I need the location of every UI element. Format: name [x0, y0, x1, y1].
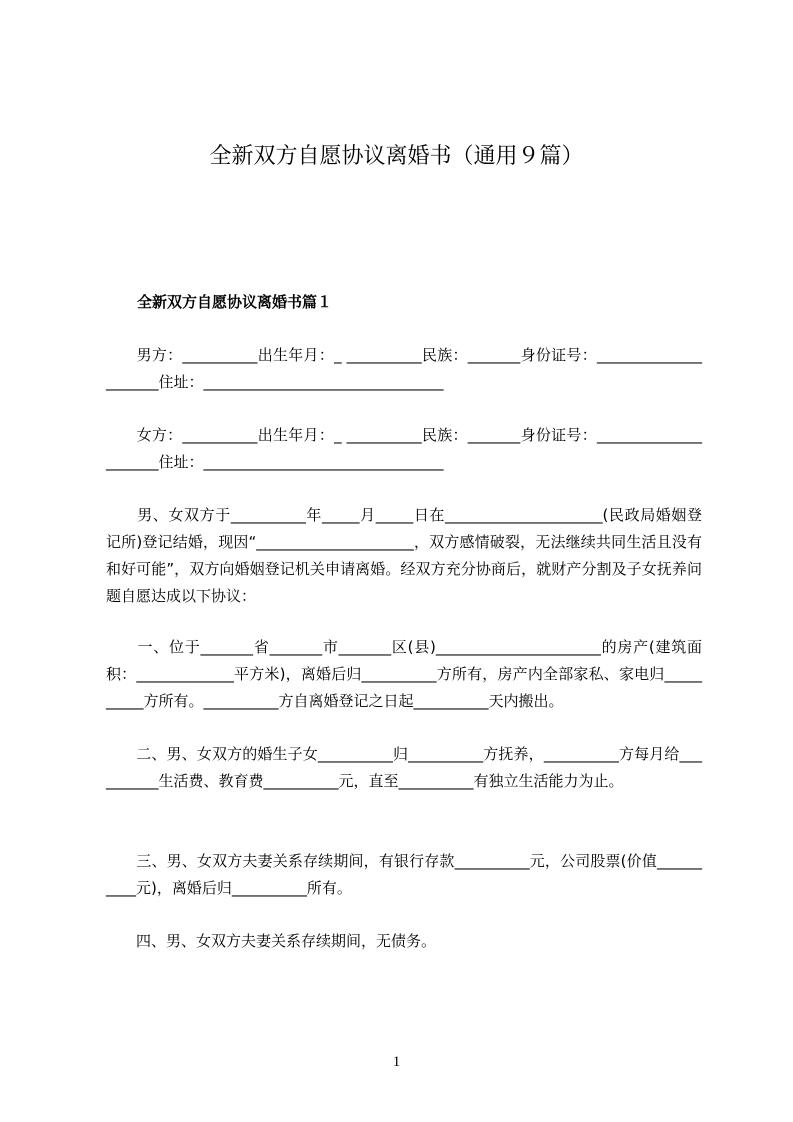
paragraph-male-info: 男方：__________出生年月：_ __________民族：_______身份证号：_____________________住址：________________________________: [106, 346, 702, 391]
document-title: 全新双方自愿协议离婚书（通用９篇）: [209, 144, 584, 169]
page-number: 1: [392, 1054, 401, 1070]
paragraph-clause-children: 二、男、女双方的婚生子女__________归__________方抚养，__________方每月给__________生活费、教育费__________元，直至__________有独立生活能力为止。: [106, 745, 702, 790]
paragraph-marriage-registration: 男、女双方于__________年_____月_____日在_____________________(民政局婚姻登记所)登记结婚，现因“_____________________，双方感情破裂，无法继续共同生活且没有和好可能”，双方向婚姻登记机关申请离婚。经双方充分协商后，就财产分割及子女抚养问题自愿达成以下协议：: [106, 506, 702, 605]
section-heading: 全新双方自愿协议离婚书篇１: [137, 293, 333, 311]
paragraph-clause-property: 一、位于_______省_______市_______区(县)______________________的房产(建筑面积：_____________平方米)，离婚后归__________方所有，房产内全部家私、家电归__________方所有。__________方自离婚登记之日起__________天内搬出。: [106, 638, 702, 710]
paragraph-clause-savings: 三、男、女双方夫妻关系存续期间，有银行存款__________元，公司股票(价值__________元)，离婚后归__________所有。: [106, 852, 702, 897]
paragraph-clause-debts: 四、男、女双方夫妻关系存续期间，无债务。: [106, 932, 437, 950]
paragraph-female-info: 女方：__________出生年月：_ __________民族：_______身份证号：_____________________住址：________________________________: [106, 426, 702, 471]
